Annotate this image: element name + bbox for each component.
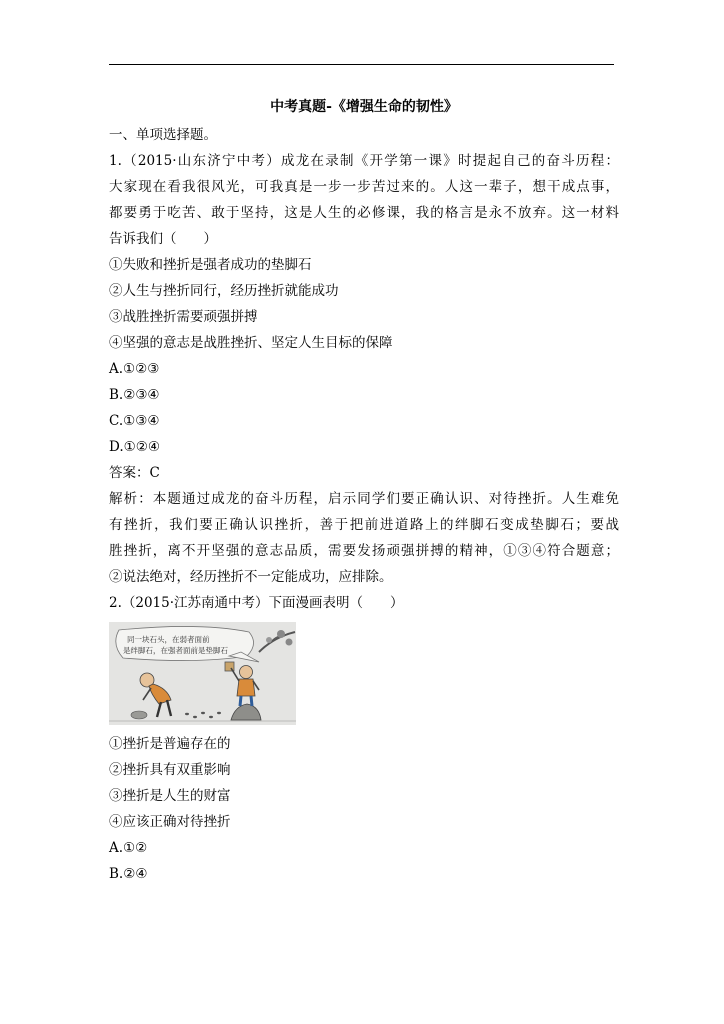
answer-option-b: B.②④ (109, 866, 148, 882)
statement-item: ②挫折具有双重影响 (109, 762, 231, 778)
cartoon-caption-line: 同一块石头，在弱者面前 (127, 635, 210, 644)
answer-option-a: A.①② (109, 840, 148, 856)
answer-option-a: A.①②③ (109, 361, 160, 377)
statement-item: ③战胜挫折需要顽强拼搏 (109, 309, 258, 325)
statement-item: ④坚强的意志是战胜挫折、坚定人生目标的保障 (109, 335, 393, 351)
statement-item: ④应该正确对待挫折 (109, 814, 231, 830)
question-2 (109, 590, 619, 887)
statement-item: ①失败和挫折是强者成功的垫脚石 (109, 257, 312, 273)
statement-item: ③挫折是人生的财富 (109, 788, 231, 804)
analysis-line: 解析：本题通过成龙的奋斗历程，启示同学们要正确认识、对待挫折。人生难免 (109, 491, 619, 507)
statement-item: ①挫折是普遍存在的 (109, 736, 231, 752)
cartoon-drawing (109, 622, 296, 725)
answer-option-d: D.①②④ (109, 439, 160, 455)
answer-option-c: C.①③④ (109, 413, 160, 429)
answer-option-b: B.②③④ (109, 387, 160, 403)
cartoon-caption-line: 是绊脚石，在强者面前是垫脚石 (123, 646, 228, 655)
statement-item: ②人生与挫折同行，经历挫折就能成功 (109, 283, 339, 299)
question-1 (109, 148, 619, 590)
section-heading: 一、单项选择题。 (109, 127, 217, 143)
question-stem-line: 1.（2015·山东济宁中考）成龙在录制《开学第一课》时提起自己的奋斗历程： (109, 153, 619, 169)
cartoon-image (109, 622, 296, 725)
document-body (109, 96, 619, 887)
analysis-line: 胜挫折，离不开坚强的意志品质，需要发扬顽强拼搏的精神，①③④符合题意； (109, 543, 619, 559)
analysis-line: ②说法绝对，经历挫折不一定能成功，应排除。 (109, 569, 393, 585)
question-stem-line: 告诉我们（ ） (109, 231, 217, 247)
page-title: 中考真题-《增强生命的韧性》 (270, 99, 458, 115)
question-stem-line: 2.（2015·江苏南通中考）下面漫画表明（ ） (109, 595, 404, 611)
answer-key: 答案：C (109, 465, 160, 481)
question-stem-line: 大家现在看我很风光，可我真是一步一步苦过来的。人这一辈子，想干成点事， (109, 179, 619, 195)
header-rule (109, 64, 614, 65)
analysis-line: 有挫折，我们要正确认识挫折，善于把前进道路上的绊脚石变成垫脚石；要战 (109, 517, 619, 533)
question-stem-line: 都要勇于吃苦、敢于坚持，这是人生的必修课，我的格言是永不放弃。这一材料 (109, 205, 619, 221)
